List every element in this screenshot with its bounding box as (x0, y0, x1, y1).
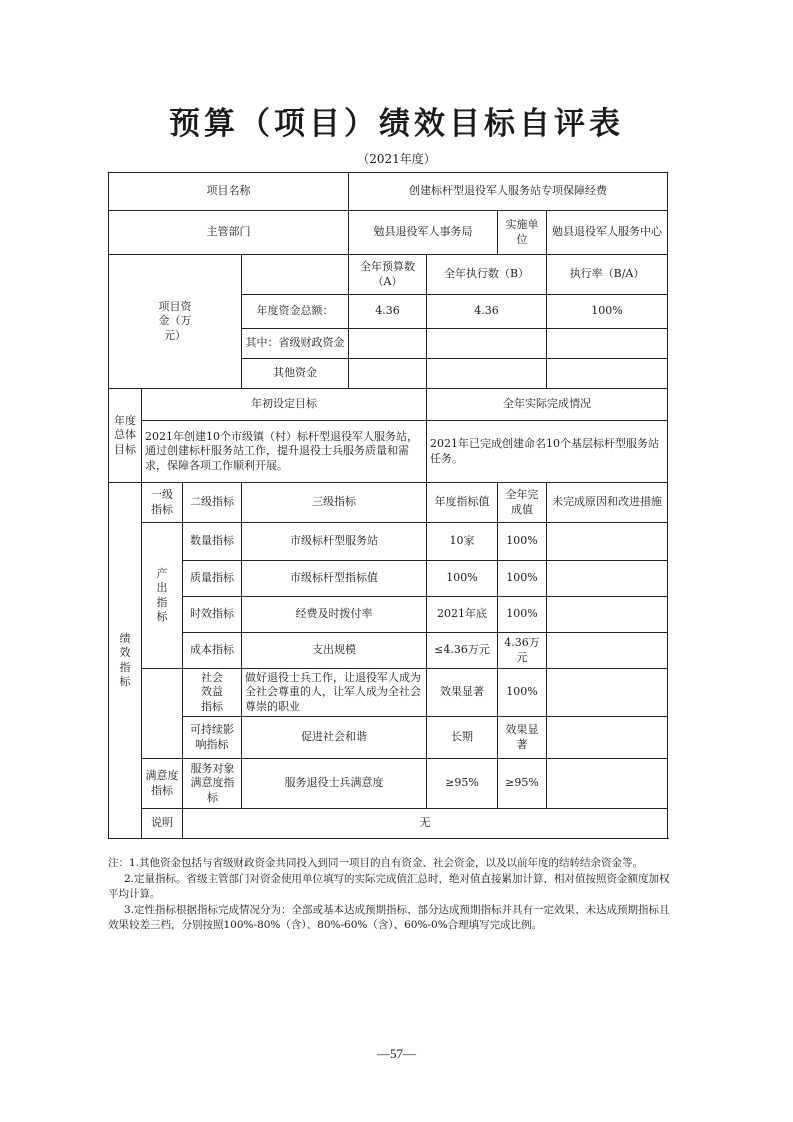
initial-goal-label: 年初设定目标 (142, 389, 427, 421)
funds-total-a: 4.36 (349, 295, 427, 329)
satisfaction-indicator-label: 满意度指标 (142, 759, 183, 809)
row-actual: 100% (498, 561, 547, 597)
page-number: —57— (377, 1046, 416, 1061)
row-target: 效果显著 (427, 669, 498, 717)
row-actual: 100% (498, 669, 547, 717)
row-target: 100% (427, 561, 498, 597)
funds-col-b: 全年执行数（B） (427, 255, 547, 295)
funds-blank-header (242, 255, 349, 295)
project-name-value: 创建标杆型退役军人服务站专项保障经费 (349, 173, 668, 211)
actual-completion-label: 全年实际完成情况 (427, 389, 668, 421)
funds-provincial-rate (547, 329, 668, 359)
footnote: 注：1.其他资金包括与省级财政资金共同投入到同一项目的自有资金、社会资金，以及以前年度的结转结余资金等。 (108, 857, 644, 869)
funds-other-a (349, 359, 427, 389)
row-level3: 支出规模 (242, 633, 427, 669)
row-actual: 100% (498, 523, 547, 561)
footnote: 2.定量指标。省级主管部门对资金使用单位填写的实际完成值汇总时，绝对值直接累加计算，相对值按照资金额度加权平均计算。 (108, 872, 670, 900)
row-reason (547, 669, 668, 717)
row-target: ≤4.36万元 (427, 633, 498, 669)
funds-provincial-b (427, 329, 547, 359)
row-reason (547, 523, 668, 561)
funds-provincial-a (349, 329, 427, 359)
impl-unit-value: 勉县退役军人服务中心 (547, 211, 668, 255)
row-actual: 4.36万元 (498, 633, 547, 669)
remark-value: 无 (183, 809, 668, 839)
row-level2: 时效指标 (183, 597, 242, 633)
row-level3: 服务退役士兵满意度 (242, 759, 427, 809)
row-target: 10家 (427, 523, 498, 561)
row-level2: 社会效益指标 (183, 669, 242, 717)
row-level2: 可持续影响指标 (183, 717, 242, 759)
impl-unit-label: 实施单位 (498, 211, 547, 255)
row-level2: 数量指标 (183, 523, 242, 561)
row-level2: 质量指标 (183, 561, 242, 597)
page-title: 预算（项目）绩效目标自评表 (169, 106, 624, 142)
footnote: 3.定性指标根据指标完成情况分为：全部或基本达成预期指标、部分达成预期指标并具有一定效果、未达成预期指标且效果较差三档，分别按照100%-80%（含）、80%-60%（含）、60%-0%合理填写完成比例。 (108, 903, 670, 931)
output-indicator-label: 产出指标 (142, 523, 183, 669)
header-reason: 未完成原因和改进措施 (547, 483, 668, 523)
annual-goal-label: 年度总体目标 (109, 389, 142, 483)
row-level3: 经费及时拨付率 (242, 597, 427, 633)
row-target: ≥95% (427, 759, 498, 809)
dept-label: 主管部门 (109, 211, 349, 255)
remark-label: 说明 (142, 809, 183, 839)
row-actual: 效果显著 (498, 717, 547, 759)
header-level1: 一级指标 (142, 483, 183, 523)
funds-other-label: 其他资金 (242, 359, 349, 389)
funds-other-rate (547, 359, 668, 389)
row-level3: 市级标杆型指标值 (242, 561, 427, 597)
footnotes (108, 856, 676, 934)
row-level2: 服务对象满意度指标 (183, 759, 242, 809)
header-actual: 全年完成值 (498, 483, 547, 523)
row-reason (547, 717, 668, 759)
project-name-label: 项目名称 (109, 173, 349, 211)
funds-total-rate: 100% (547, 295, 668, 329)
header-level2: 二级指标 (183, 483, 242, 523)
header-target: 年度指标值 (427, 483, 498, 523)
row-level2: 成本指标 (183, 633, 242, 669)
funds-total-b: 4.36 (427, 295, 547, 329)
dept-value: 勉县退役军人事务局 (349, 211, 498, 255)
initial-goal-text: 2021年创建10个市级镇（村）标杆型退役军人服务站，通过创建标杆服务站工作，提升退役士兵服务质量和需求，保障各项工作顺利开展。 (142, 421, 427, 483)
self-evaluation-table (108, 172, 668, 839)
report-year: （2021年度） (357, 152, 436, 166)
funds-other-b (427, 359, 547, 389)
performance-indicators-label: 绩效指标 (109, 483, 142, 839)
header-level3: 三级指标 (242, 483, 427, 523)
effect-indicator-label (142, 669, 183, 759)
funds-col-a: 全年预算数（A） (349, 255, 427, 295)
row-actual: ≥95% (498, 759, 547, 809)
funds-provincial-label: 其中：省级财政资金 (242, 329, 349, 359)
row-level3: 促进社会和谐 (242, 717, 427, 759)
funds-total-label: 年度资金总额： (242, 295, 349, 329)
funds-label: 项目资金（万元） (109, 255, 242, 389)
row-reason (547, 633, 668, 669)
row-target: 长期 (427, 717, 498, 759)
row-reason (547, 561, 668, 597)
row-level3: 做好退役士兵工作，让退役军人成为全社会尊重的人，让军人成为全社会尊崇的职业 (242, 669, 427, 717)
funds-col-rate: 执行率（B/A） (547, 255, 668, 295)
row-target: 2021年底 (427, 597, 498, 633)
row-level3: 市级标杆型服务站 (242, 523, 427, 561)
actual-completion-text: 2021年已完成创建命名10个基层标杆型服务站任务。 (427, 421, 668, 483)
row-reason (547, 597, 668, 633)
row-reason (547, 759, 668, 809)
row-actual: 100% (498, 597, 547, 633)
